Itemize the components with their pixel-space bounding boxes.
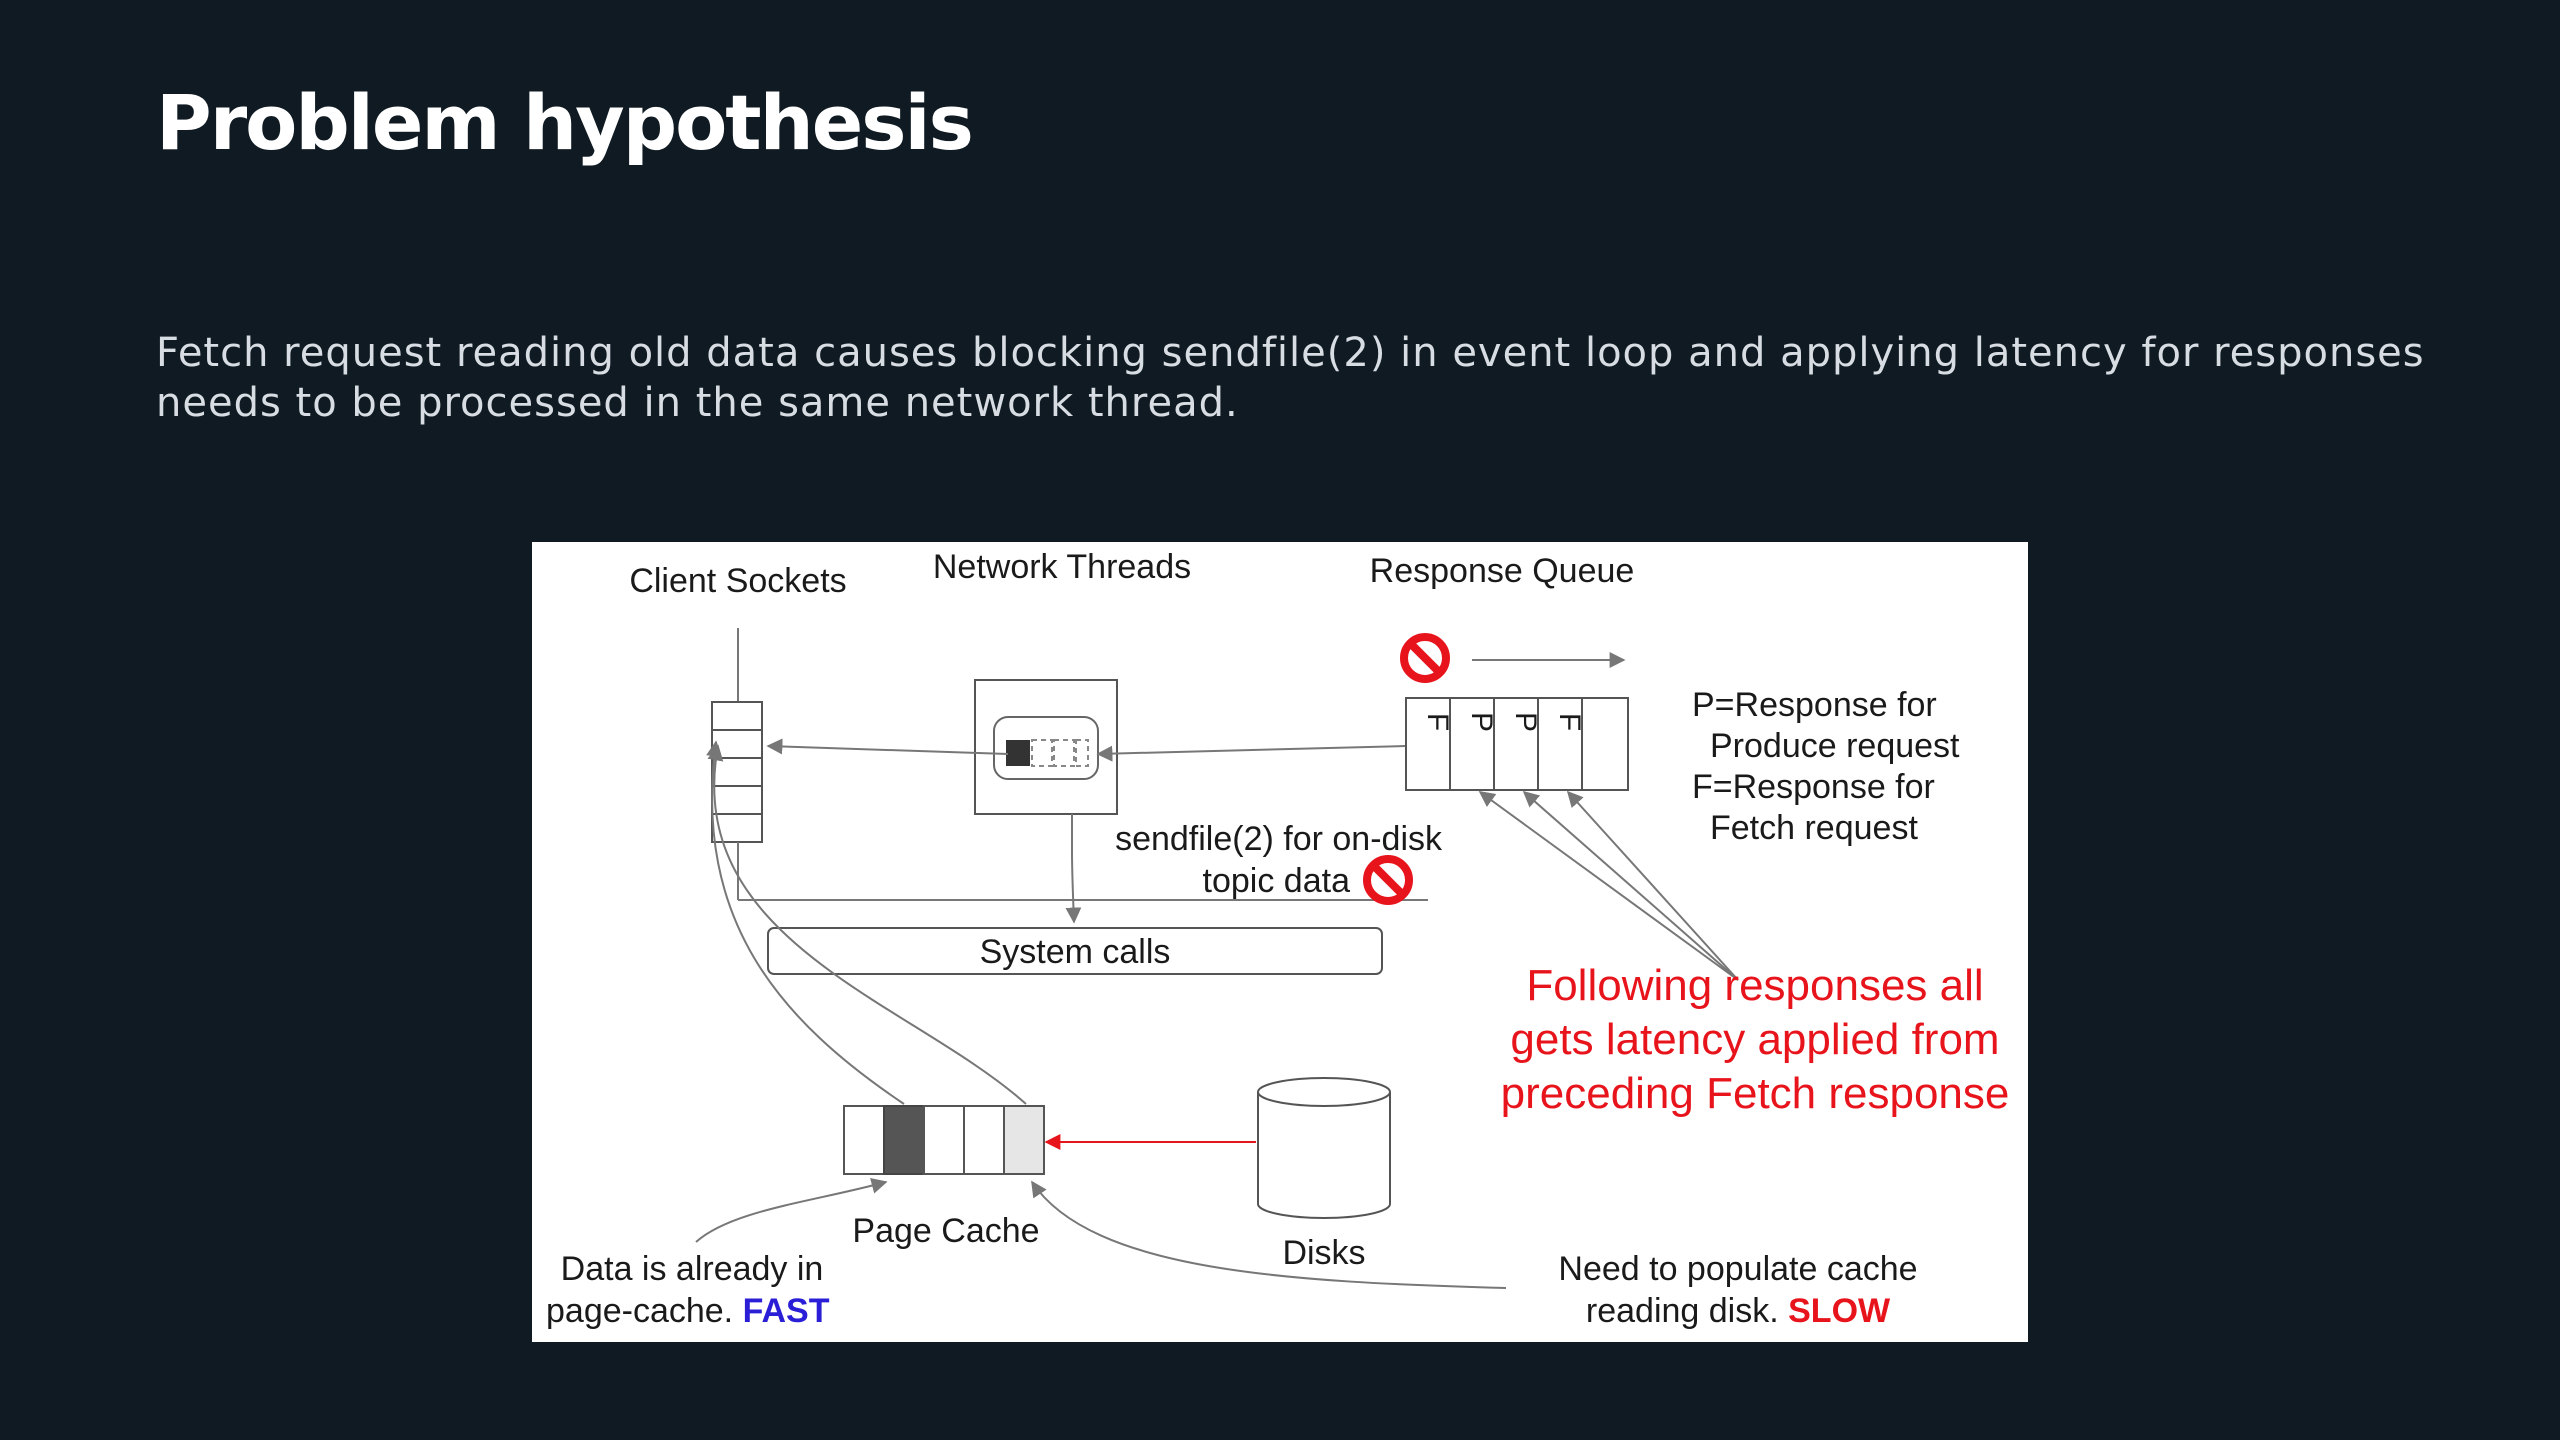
system-calls-label: System calls xyxy=(979,933,1171,971)
response-queue-label: Response Queue xyxy=(1369,552,1635,590)
slide-body-text: Fetch request reading old data causes blocking sendfile(2) in event loop and applying latency for responses needs to be processed in the same network thread. xyxy=(156,330,2425,426)
queue-slot-1: F xyxy=(1421,712,1454,732)
queue-slot-3: P xyxy=(1509,711,1542,733)
sendfile-label-line-1: sendfile(2) for on-disk xyxy=(1115,820,1442,858)
latency-note-line-1: Following responses all xyxy=(1526,961,1984,1010)
response-queue xyxy=(1406,698,1628,790)
slow-note-line-1: Need to populate cache xyxy=(1558,1250,1918,1288)
no-entry-icon xyxy=(1367,859,1409,901)
disk-cylinder xyxy=(1258,1078,1390,1218)
legend-line-1: P=Response for xyxy=(1692,686,1937,724)
client-sockets-label: Client Sockets xyxy=(629,562,847,600)
slow-emphasis: SLOW xyxy=(1788,1292,1891,1330)
architecture-diagram xyxy=(532,542,2028,1342)
slide-title: Problem hypothesis xyxy=(156,78,972,167)
queue-slot-4: F xyxy=(1553,712,1586,732)
network-threads-label: Network Threads xyxy=(932,548,1192,586)
fast-note-line-2: page-cache. FAST xyxy=(546,1292,830,1330)
fast-emphasis: FAST xyxy=(742,1292,830,1330)
network-thread-box xyxy=(975,680,1117,814)
legend-line-4: Fetch request xyxy=(1710,809,1918,847)
legend-line-2: Produce request xyxy=(1710,727,1960,765)
queue-slot-2: P xyxy=(1465,711,1498,733)
disks-label: Disks xyxy=(1282,1234,1366,1272)
sendfile-label-line-2: topic data xyxy=(1202,862,1350,900)
no-entry-icon xyxy=(1404,637,1446,679)
page-cache-label: Page Cache xyxy=(852,1212,1040,1250)
legend-line-3: F=Response for xyxy=(1692,768,1935,806)
latency-note-line-2: gets latency applied from xyxy=(1510,1015,2000,1064)
fast-note-line-1: Data is already in xyxy=(560,1250,824,1288)
slow-note-line-2: reading disk. SLOW xyxy=(1585,1292,1891,1330)
latency-note-line-3: preceding Fetch response xyxy=(1500,1069,2010,1118)
page-cache xyxy=(844,1106,1044,1174)
